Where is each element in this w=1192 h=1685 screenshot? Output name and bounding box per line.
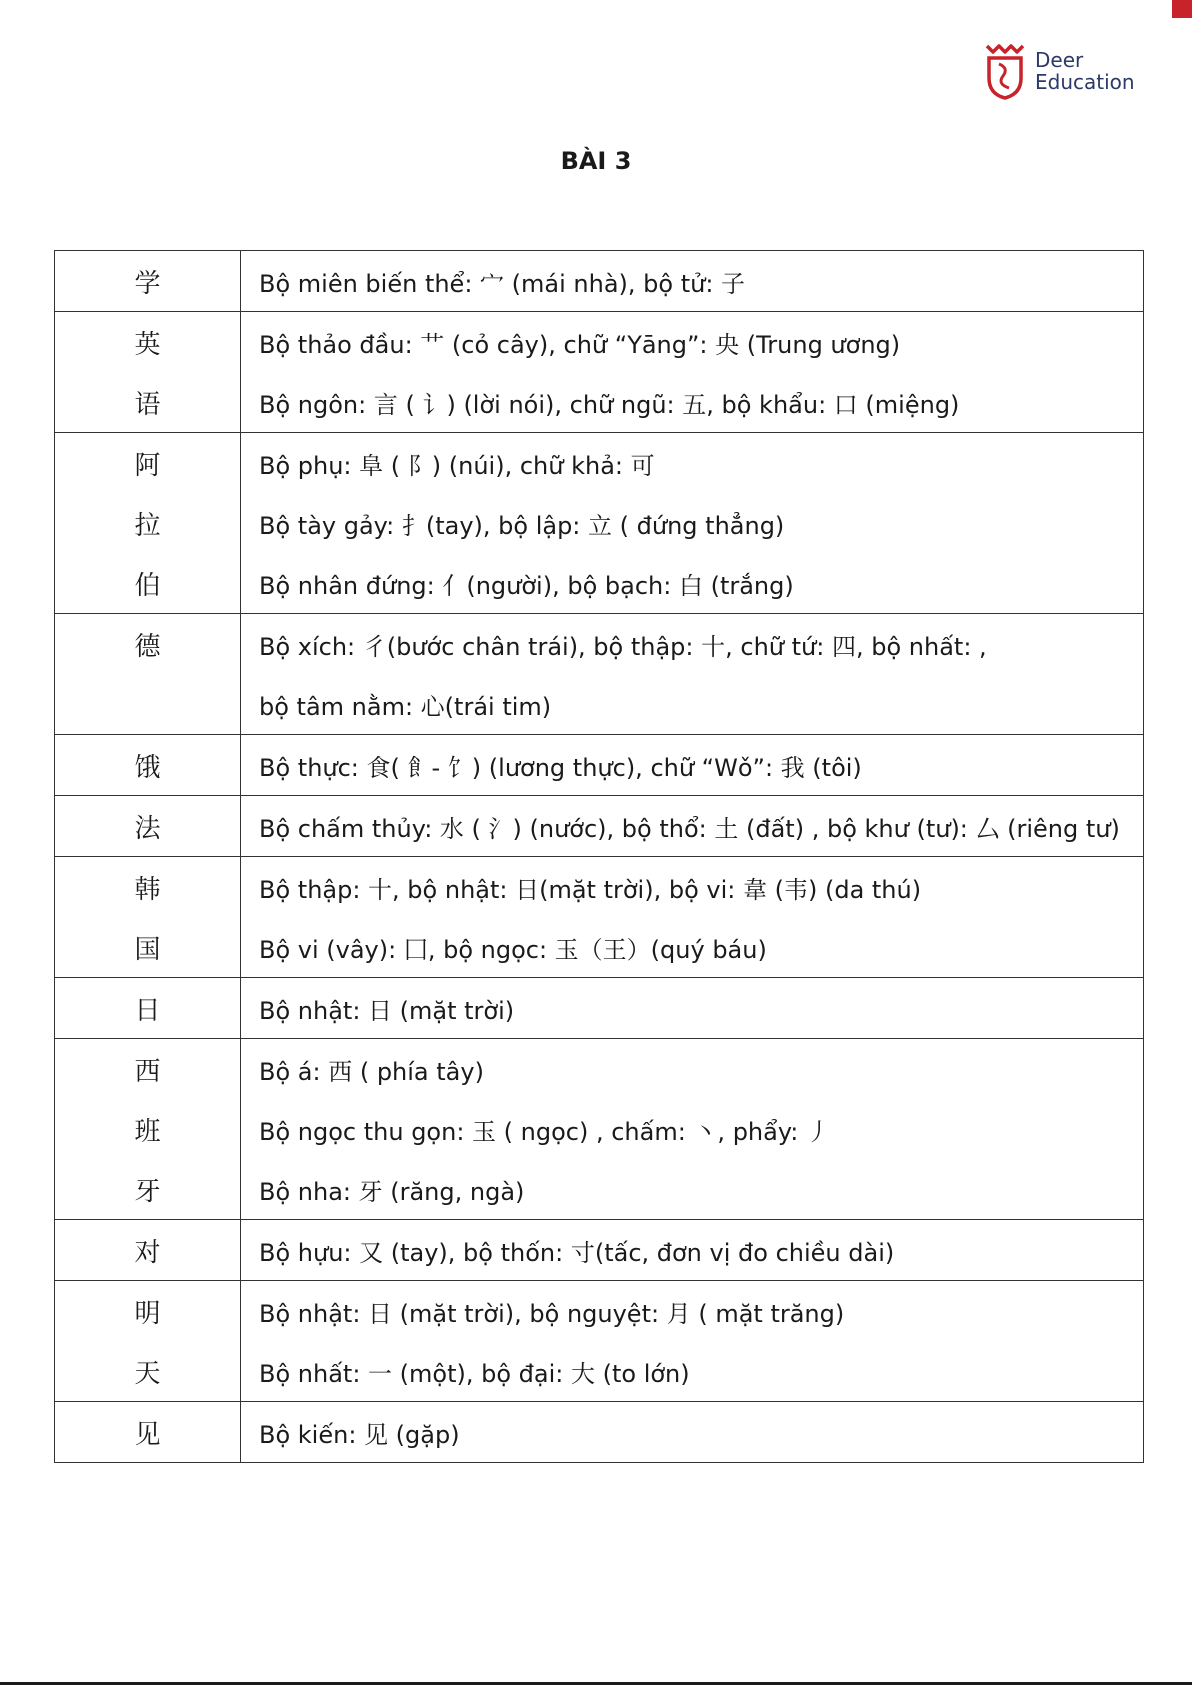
radical-description-cell — [241, 1039, 1143, 1219]
radical-description-cell — [241, 312, 1143, 432]
radical-description-line: Bộ ngôn: 言 ( 讠) (lời nói), chữ ngũ: 五, bộ khẩu: 口 (miệng) — [259, 390, 960, 419]
hanzi-character: 国 — [134, 934, 161, 965]
hanzi-cell — [55, 978, 241, 1038]
radical-description-line: Bộ nhật: 日 (mặt trời), bộ nguyệt: 月 ( mặt trăng) — [259, 1299, 845, 1328]
radical-description-line: Bộ nhất: 一 (một), bộ đại: 大 (to lớn) — [259, 1359, 690, 1388]
hanzi-character: 牙 — [134, 1176, 161, 1207]
hanzi-character: 伯 — [134, 570, 161, 601]
logo-line-2: Education — [1035, 70, 1135, 94]
radical-description-cell — [241, 978, 1143, 1038]
radical-description-cell — [241, 433, 1143, 613]
hanzi-character: 阿 — [134, 450, 161, 481]
hanzi-character: 韩 — [134, 874, 161, 905]
radical-description-cell — [241, 251, 1143, 311]
corner-accent — [1172, 0, 1192, 18]
table-row — [55, 796, 1143, 857]
radical-description-line: Bộ thực: 食( 飠- 饣) (lương thực), chữ “Wǒ”: 我 (tôi) — [259, 753, 862, 782]
hanzi-cell — [55, 1039, 241, 1219]
hanzi-cell — [55, 433, 241, 613]
table-row — [55, 1402, 1143, 1463]
deer-logo-icon — [983, 42, 1027, 100]
radical-description-cell — [241, 1281, 1143, 1401]
radical-description-line: Bộ chấm thủy: 水 ( 氵) (nước), bộ thổ: 土 (đất) , bộ khư (tư): 厶 (riêng tư) — [259, 814, 1120, 843]
logo-wordmark — [1035, 49, 1135, 93]
page-title: BÀI 3 — [560, 147, 632, 175]
radical-table — [54, 250, 1144, 1463]
hanzi-character: 天 — [134, 1358, 161, 1389]
radical-description-line: Bộ tày gảy: 扌(tay), bộ lập: 立 ( đứng thẳng) — [259, 511, 785, 540]
radical-description-line: Bộ thảo đầu: 艹 (cỏ cây), chữ “Yāng”: 央 (Trung ương) — [259, 330, 901, 359]
hanzi-character: 班 — [134, 1116, 161, 1147]
deer-education-logo — [983, 42, 1135, 100]
radical-description-cell — [241, 796, 1143, 856]
radical-description-line: bộ tâm nằm: 心(trái tim) — [259, 692, 552, 721]
radical-description-line: Bộ nhân đứng: 亻(người), bộ bạch: 白 (trắng) — [259, 571, 794, 600]
hanzi-cell — [55, 1220, 241, 1280]
radical-description-cell — [241, 735, 1143, 795]
hanzi-character: 语 — [134, 389, 161, 420]
hanzi-character: 德 — [134, 631, 161, 662]
radical-description-cell — [241, 857, 1143, 977]
table-row — [55, 978, 1143, 1039]
hanzi-character: 见 — [134, 1419, 161, 1450]
hanzi-character: 学 — [134, 268, 161, 299]
hanzi-cell — [55, 857, 241, 977]
table-row — [55, 614, 1143, 735]
table-row — [55, 312, 1143, 433]
table-row — [55, 433, 1143, 614]
radical-description-line: Bộ vi (vây): 囗, bộ ngọc: 玉（王）(quý báu) — [259, 935, 767, 964]
radical-description-cell — [241, 1220, 1143, 1280]
radical-description-line: Bộ ngọc thu gọn: 玉 ( ngọc) , chấm: 丶, phẩy: 丿 — [259, 1117, 831, 1146]
hanzi-cell — [55, 796, 241, 856]
hanzi-cell — [55, 312, 241, 432]
radical-description-line: Bộ kiến: 见 (gặp) — [259, 1420, 460, 1449]
radical-description-line: Bộ thập: 十, bộ nhật: 日(mặt trời), bộ vi: 韋 (韦) (da thú) — [259, 875, 922, 904]
table-row — [55, 1220, 1143, 1281]
radical-description-line: Bộ phụ: 阜 ( 阝) (núi), chữ khả: 可 — [259, 451, 655, 480]
hanzi-character: 英 — [134, 329, 161, 360]
hanzi-character: 对 — [134, 1237, 161, 1268]
table-row — [55, 735, 1143, 796]
radical-description-line: Bộ hựu: 又 (tay), bộ thốn: 寸(tấc, đơn vị đo chiều dài) — [259, 1238, 895, 1267]
radical-description-line: Bộ nhật: 日 (mặt trời) — [259, 996, 515, 1025]
logo-line-1: Deer — [1035, 48, 1084, 72]
radical-description-cell — [241, 1402, 1143, 1462]
hanzi-cell — [55, 1281, 241, 1401]
radical-description-line: Bộ miên biến thể: 宀 (mái nhà), bộ tử: 子 — [259, 269, 746, 298]
table-row — [55, 1039, 1143, 1220]
hanzi-character: 法 — [134, 813, 161, 844]
table-row — [55, 857, 1143, 978]
hanzi-cell — [55, 251, 241, 311]
hanzi-cell — [55, 735, 241, 795]
table-row — [55, 1281, 1143, 1402]
hanzi-character: 西 — [134, 1056, 161, 1087]
hanzi-character — [55, 674, 240, 734]
hanzi-cell — [55, 1402, 241, 1462]
hanzi-cell — [55, 614, 241, 734]
table-row — [55, 251, 1143, 312]
radical-description-line: Bộ xích: 彳(bước chân trái), bộ thập: 十, chữ tứ: 四, bộ nhất: , — [259, 632, 987, 661]
hanzi-character: 日 — [134, 995, 161, 1026]
hanzi-character: 明 — [134, 1298, 161, 1329]
hanzi-character: 饿 — [134, 752, 161, 783]
hanzi-character: 拉 — [134, 510, 161, 541]
radical-description-line: Bộ nha: 牙 (răng, ngà) — [259, 1177, 525, 1206]
radical-description-line: Bộ á: 西 ( phía tây) — [259, 1057, 484, 1086]
radical-description-cell — [241, 614, 1143, 734]
